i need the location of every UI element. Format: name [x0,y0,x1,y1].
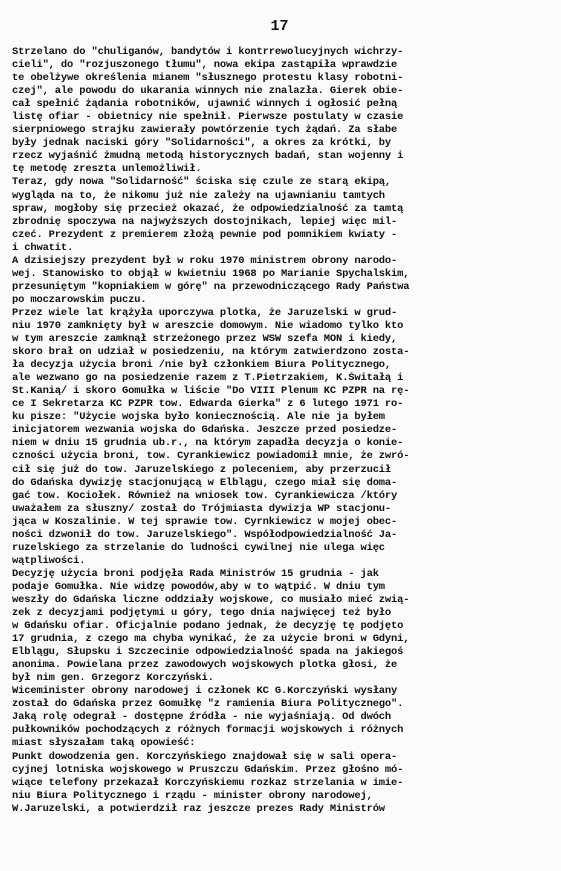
paragraph [12,685,547,750]
text-line: niu 1970 zamknięty był w areszcie domowym. Nie wiadomo tylko kto [12,319,404,332]
text-line: tę metodę zreszta unlemożliwił. [12,163,202,176]
text-line: cił się już do tow. Jaruzelskiego z poleceniem, aby przerzucił [12,463,392,476]
text-line: zbrodnię spoczywa na najwyższych dostojnikach, lepiej więc mil- [12,215,398,228]
text-line: rzecz wyjaśnić żmudną metodą historycznych badań, stan wojenny i [12,150,404,163]
text-line: te obelżywe określenia mianem "słusznego protestu klasy robotni- [12,72,404,85]
text-line: czności użycia broni, tow. Cyrankiewicz powiadomił mnie, że zwró- [12,450,410,463]
page-number: 17 [270,18,289,35]
text-line: został do Gdańska przez Gomułkę "z ramienia Biura Politycznego". [12,698,404,711]
text-line: Wiceminister obrony narodowej i członek KC G.Korczyński wysłany [12,685,398,698]
text-line: Przez wiele lat krążyła uporczywa plotka, że Jaruzelski w grud- [12,306,398,319]
text-line: był nim gen. Grzegorz Korczyński. [12,672,214,685]
text-line: ku pisze: "Użycie wojska było koniecznością. Ale nie ja byłem [12,411,385,424]
text-line: uważałem za słuszny/ został do Trójmiasta dywizja WP stacjonu- [12,502,392,515]
text-line: były jednak naciski góry "Solidarności", a okres za krótki, by [12,137,392,150]
text-line: ce I Sekretarza KC PZPR tow. Edwarda Gierka" z 6 lutego 1971 ro- [12,398,404,411]
text-line: inicjatorem wezwania wojska do Gdańska. Jeszcze przed posiedze- [12,424,398,437]
paragraph [12,46,547,176]
text-line: wej. Stanowisko to objął w kwietniu 1968 po Marianie Spychalskim, [12,267,410,280]
text-line: Strzelano do "chuliganów, bandytów i kontrrewolucyjnych wichrzy- [12,46,404,58]
text-line: anonima. Powielana przez zawodowych wojskowych plotka głosi, że [12,659,398,672]
text-line: niem w dniu 15 grudnia ub.r., na którym zapadła decyzja o konie- [12,437,404,450]
text-line: listę ofiar - obietnicy nie spełnił. Pierwsze postulaty w czasie [12,111,404,124]
text-line: spraw, mogłoby się przecież okazać, że odpowiedzialność za tamtą [12,202,404,215]
text-line: do Gdańska dywizję stacjonującą w Elblągu, czego miał się doma- [12,476,398,489]
text-line: 17 grudnia, z czego ma chyba wynikać, że za użycie broni w Gdyni, [12,633,410,646]
text-line: miast słyszałam taką opowieść: [12,737,196,750]
text-line: niu Biura Politycznego i rządu - minister obrony narodowej, [12,789,373,802]
text-line: po moczarowskim puczu. [12,293,147,306]
text-line: sierpniowego strajku zawierały powtórzenie tych żądań. Za słabe [12,124,398,137]
text-line: Punkt dowodzenia gen. Korczyńskiego znajdował się w sali opera- [12,750,398,763]
text-line: A dzisiejszy prezydent był w roku 1970 ministrem obrony narodo- [12,254,398,267]
text-line: czej", ale powodu do ukarania winnych nie znalazła. Gierek obie- [12,85,404,98]
text-line: ła decyzja użycia broni /nie był członkiem Biura Politycznego, [12,359,392,372]
text-line: cał spełnić żądania robotników, ujawnić winnych i ogłosić pełną [12,98,398,111]
text-line: przesuniętym "kopniakiem w górę" na przewodniczącego Rady Państwa [12,280,410,293]
paragraph [12,176,547,254]
text-line: cieli", do "rozjuszonego tłumu", nowa ekipa zastąpiła wprawdzie [12,59,398,72]
text-line: wątpliwości. [12,554,86,567]
text-line: Teraz, gdy nowa "Solidarność" ściska się czule ze starą ekipą, [12,176,392,189]
text-line: czeć. Prezydent z premierem złożą pewnie pod pomnikiem kwiaty - [12,228,398,241]
text-line: cyjnej lotniska wojskowego w Pruszczu Gdańskim. Przez głośno mó- [12,763,404,776]
text-line: weszły do Gdańska liczne oddziały wojskowe, co musiało mieć zwią- [12,593,410,606]
paragraph [12,751,547,816]
text-line: wiące telefony przekazał Korczyńskiemu rozkaz strzelania w imie- [12,776,404,789]
text-line: podaje Gomułka. Nie widzę powodów,aby w to wątpić. W dniu tym [12,580,385,593]
paragraph [12,568,547,685]
text-line: i chwatit. [12,241,74,254]
text-line: zek z decyzjami podjętymi u góry, tego dnia najwięcej też było [12,607,392,620]
text-line: St.Kanią/ i skoro Gomułka w liście "Do VIII Plenum KC PZPR na rę- [12,385,410,398]
text-line: Decyzję użycia broni podjęła Rada Ministrów 15 grudnia - jak [12,567,379,580]
text-line: w Gdańsku ofiar. Oficjalnie podano jednak, że decyzję tę podjęto [12,620,404,633]
text-line: gać tow. Kociołek. Również na wniosek tow. Cyrankiewicza /który [12,489,398,502]
text-line: ale wezwano go na posiedzenie razem z T.Pietrzakiem, K.Świtałą i [12,372,404,385]
text-line: W.Jaruzelski, a potwierdził raz jeszcze prezes Rady Ministrów [12,802,385,815]
text-line: skoro brał on udział w posiedzeniu, na którym zatwierdzono zosta- [12,346,410,359]
text-line: pułkowników pochodzących z różnych formacji wojskowych i różnych [12,724,404,737]
text-line: Elblągu, Słupsku i Szczecinie odpowiedzialność spada na jakiegoś [12,646,404,659]
body-text [12,46,547,816]
text-line: w tym areszcie zamknął strzeżonego przez WSW szefa MON i kiedy, [12,333,398,346]
text-line: ruzelskiego za strzelanie do ludności cywilnej nie ulega więc [12,541,385,554]
text-line: ności dzwonił do tow. Jaruzelskiego". Współodpowiedzialność Ja- [12,528,398,541]
text-line: wygląda na to, że nikomu już nie zależy na ujawnianiu tamtych [12,189,385,202]
text-line: Jaką rolę odegrał - dostępne źródła - nie wyjaśniają. Od dwóch [12,711,392,724]
paragraph [12,255,547,307]
text-line: jąca w Koszalinie. W tej sprawie tow. Cyrnkiewicz w mojej obec- [12,515,398,528]
paragraph [12,307,547,568]
